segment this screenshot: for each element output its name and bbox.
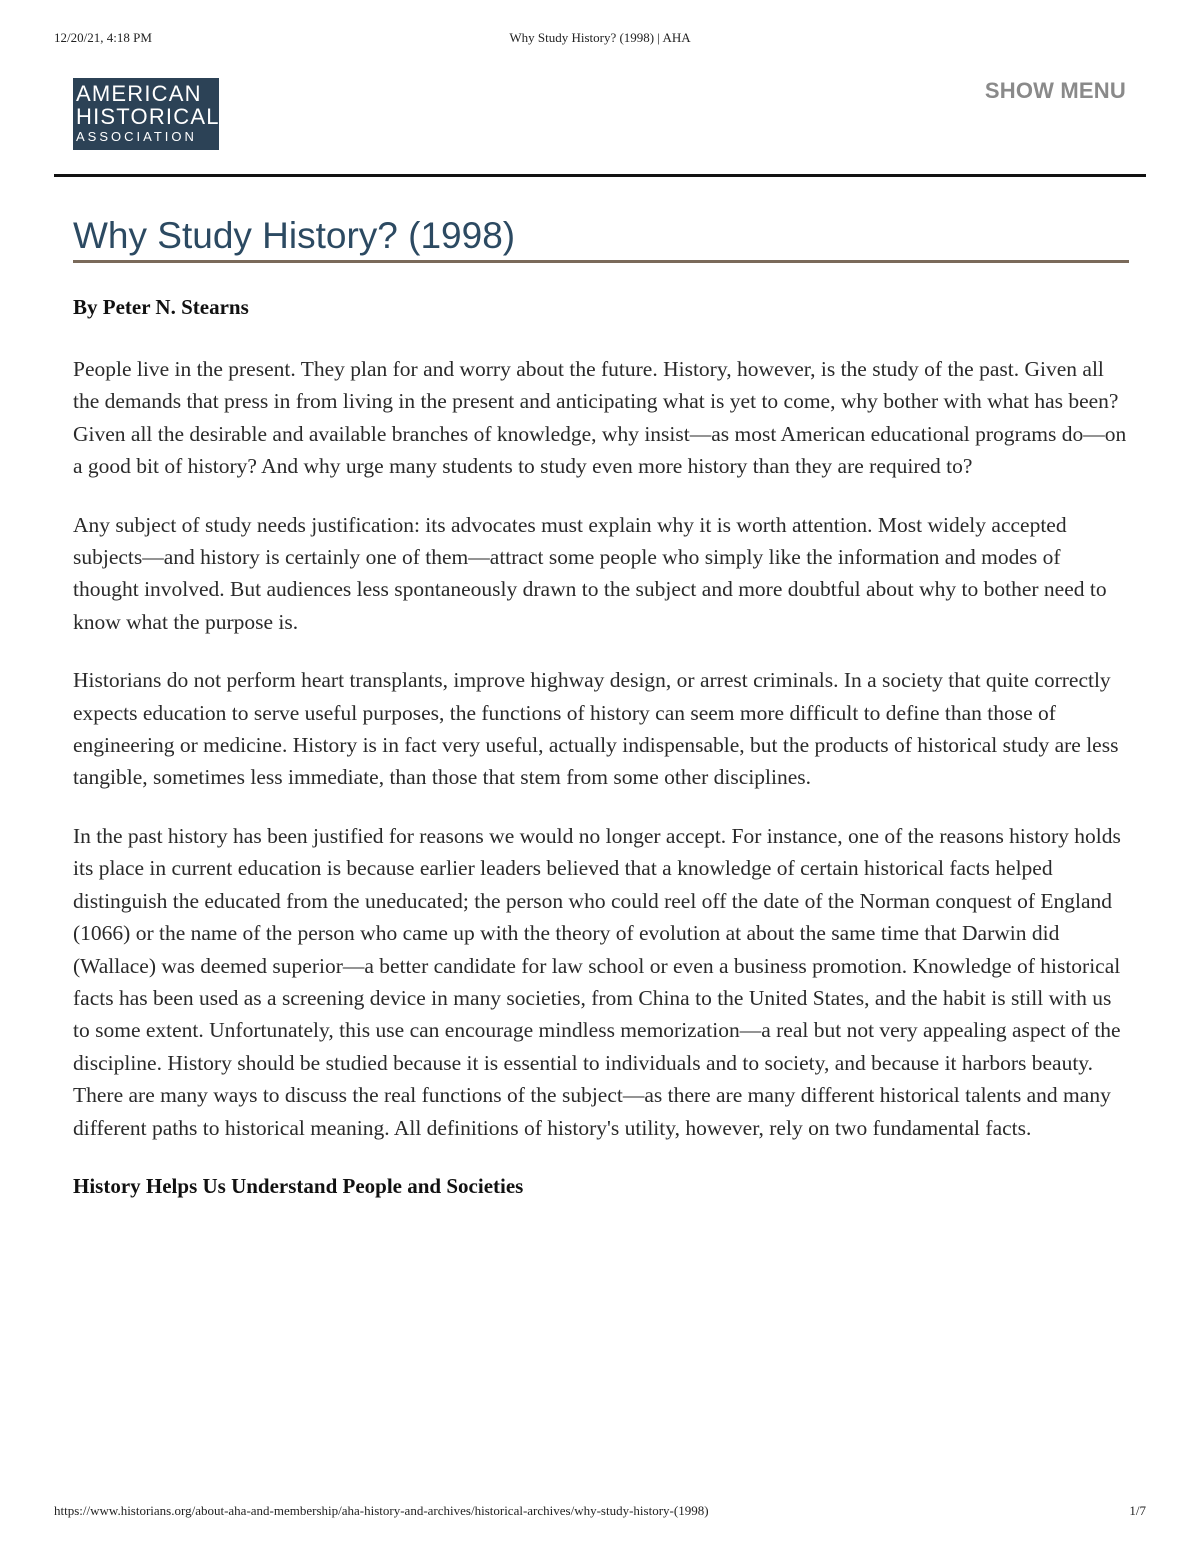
print-datetime: 12/20/21, 4:18 PM — [54, 30, 152, 45]
print-footer — [54, 1503, 1146, 1521]
print-page-number: 1/7 — [1129, 1503, 1146, 1518]
article-paragraph: In the past history has been justified for reasons we would no longer accept. For instance, one of the reasons history holds its place in current education is because earlier leaders believed that a knowledge of certain historical facts helped distinguish the educated from the uneducated; the person who could reel off the date of the Norman conquest of England (1066) or the name of the person who came up with the theory of evolution at about the same time that Darwin did (Wallace) was deemed superior—a better candidate for law school or even a business promotion. Knowledge of historical facts has been used as a screening device in many societies, from China to the United States, and the habit is still with us to some extent. Unfortunately, this use can encourage mindless memorization—a real but not very appealing aspect of the discipline. History should be studied because it is essential to individuals and to society, and because it harbors beauty. There are many ways to discuss the real functions of the subject—as there are many different historical talents and many different paths to historical meaning. All definitions of history's utility, however, rely on two fundamental facts. — [73, 823, 1121, 1140]
article-byline: By Peter N. Stearns — [73, 295, 249, 319]
page-title: Why Study History? (1998) — [73, 215, 516, 256]
title-divider — [73, 260, 1129, 263]
aha-logo[interactable] — [73, 78, 219, 150]
logo-line-association: ASSOCIATION — [76, 129, 197, 144]
logo-line-american: AMERICAN — [76, 81, 202, 106]
print-url: https://www.historians.org/about-aha-and-membership/aha-history-and-archives/historical-archives/why-study-history-(1998) — [54, 1503, 709, 1518]
article-paragraph: People live in the present. They plan for and worry about the future. History, however, is the study of the past. Given all the demands that press in from living in the present and anticipating what is yet to come, why bother with what has been? Given all the desirable and available branches of knowledge, why insist—as most American educational programs do—on a good bit of history? And why urge many students to study even more history than they are required to? — [73, 357, 1127, 479]
show-menu-button[interactable]: SHOW MENU — [984, 78, 1126, 103]
article-paragraph: Historians do not perform heart transplants, improve highway design, or arrest criminals. In a society that quite correctly expects education to serve useful purposes, the functions of history can seem more difficult to define than those of engineering or medicine. History is in fact very useful, actually indispensable, but the products of historical study are less tangible, sometimes less immediate, than those that stem from some other disciplines. — [73, 668, 1119, 790]
print-header — [54, 30, 1146, 50]
print-tab-title: Why Study History? (1998) | AHA — [509, 30, 691, 45]
article-paragraph: Any subject of study needs justification: its advocates must explain why it is worth attention. Most widely accepted subjects—and history is certainly one of them—attract some people who simply like the information and modes of thought involved. But audiences less spontaneously drawn to the subject and more doubtful about why to bother need to know what the purpose is. — [73, 512, 1107, 634]
site-header — [54, 76, 1146, 177]
article — [73, 214, 1129, 1200]
section-heading: History Helps Us Understand People and Societies — [73, 1173, 524, 1198]
logo-line-historical: HISTORICAL — [76, 104, 220, 129]
